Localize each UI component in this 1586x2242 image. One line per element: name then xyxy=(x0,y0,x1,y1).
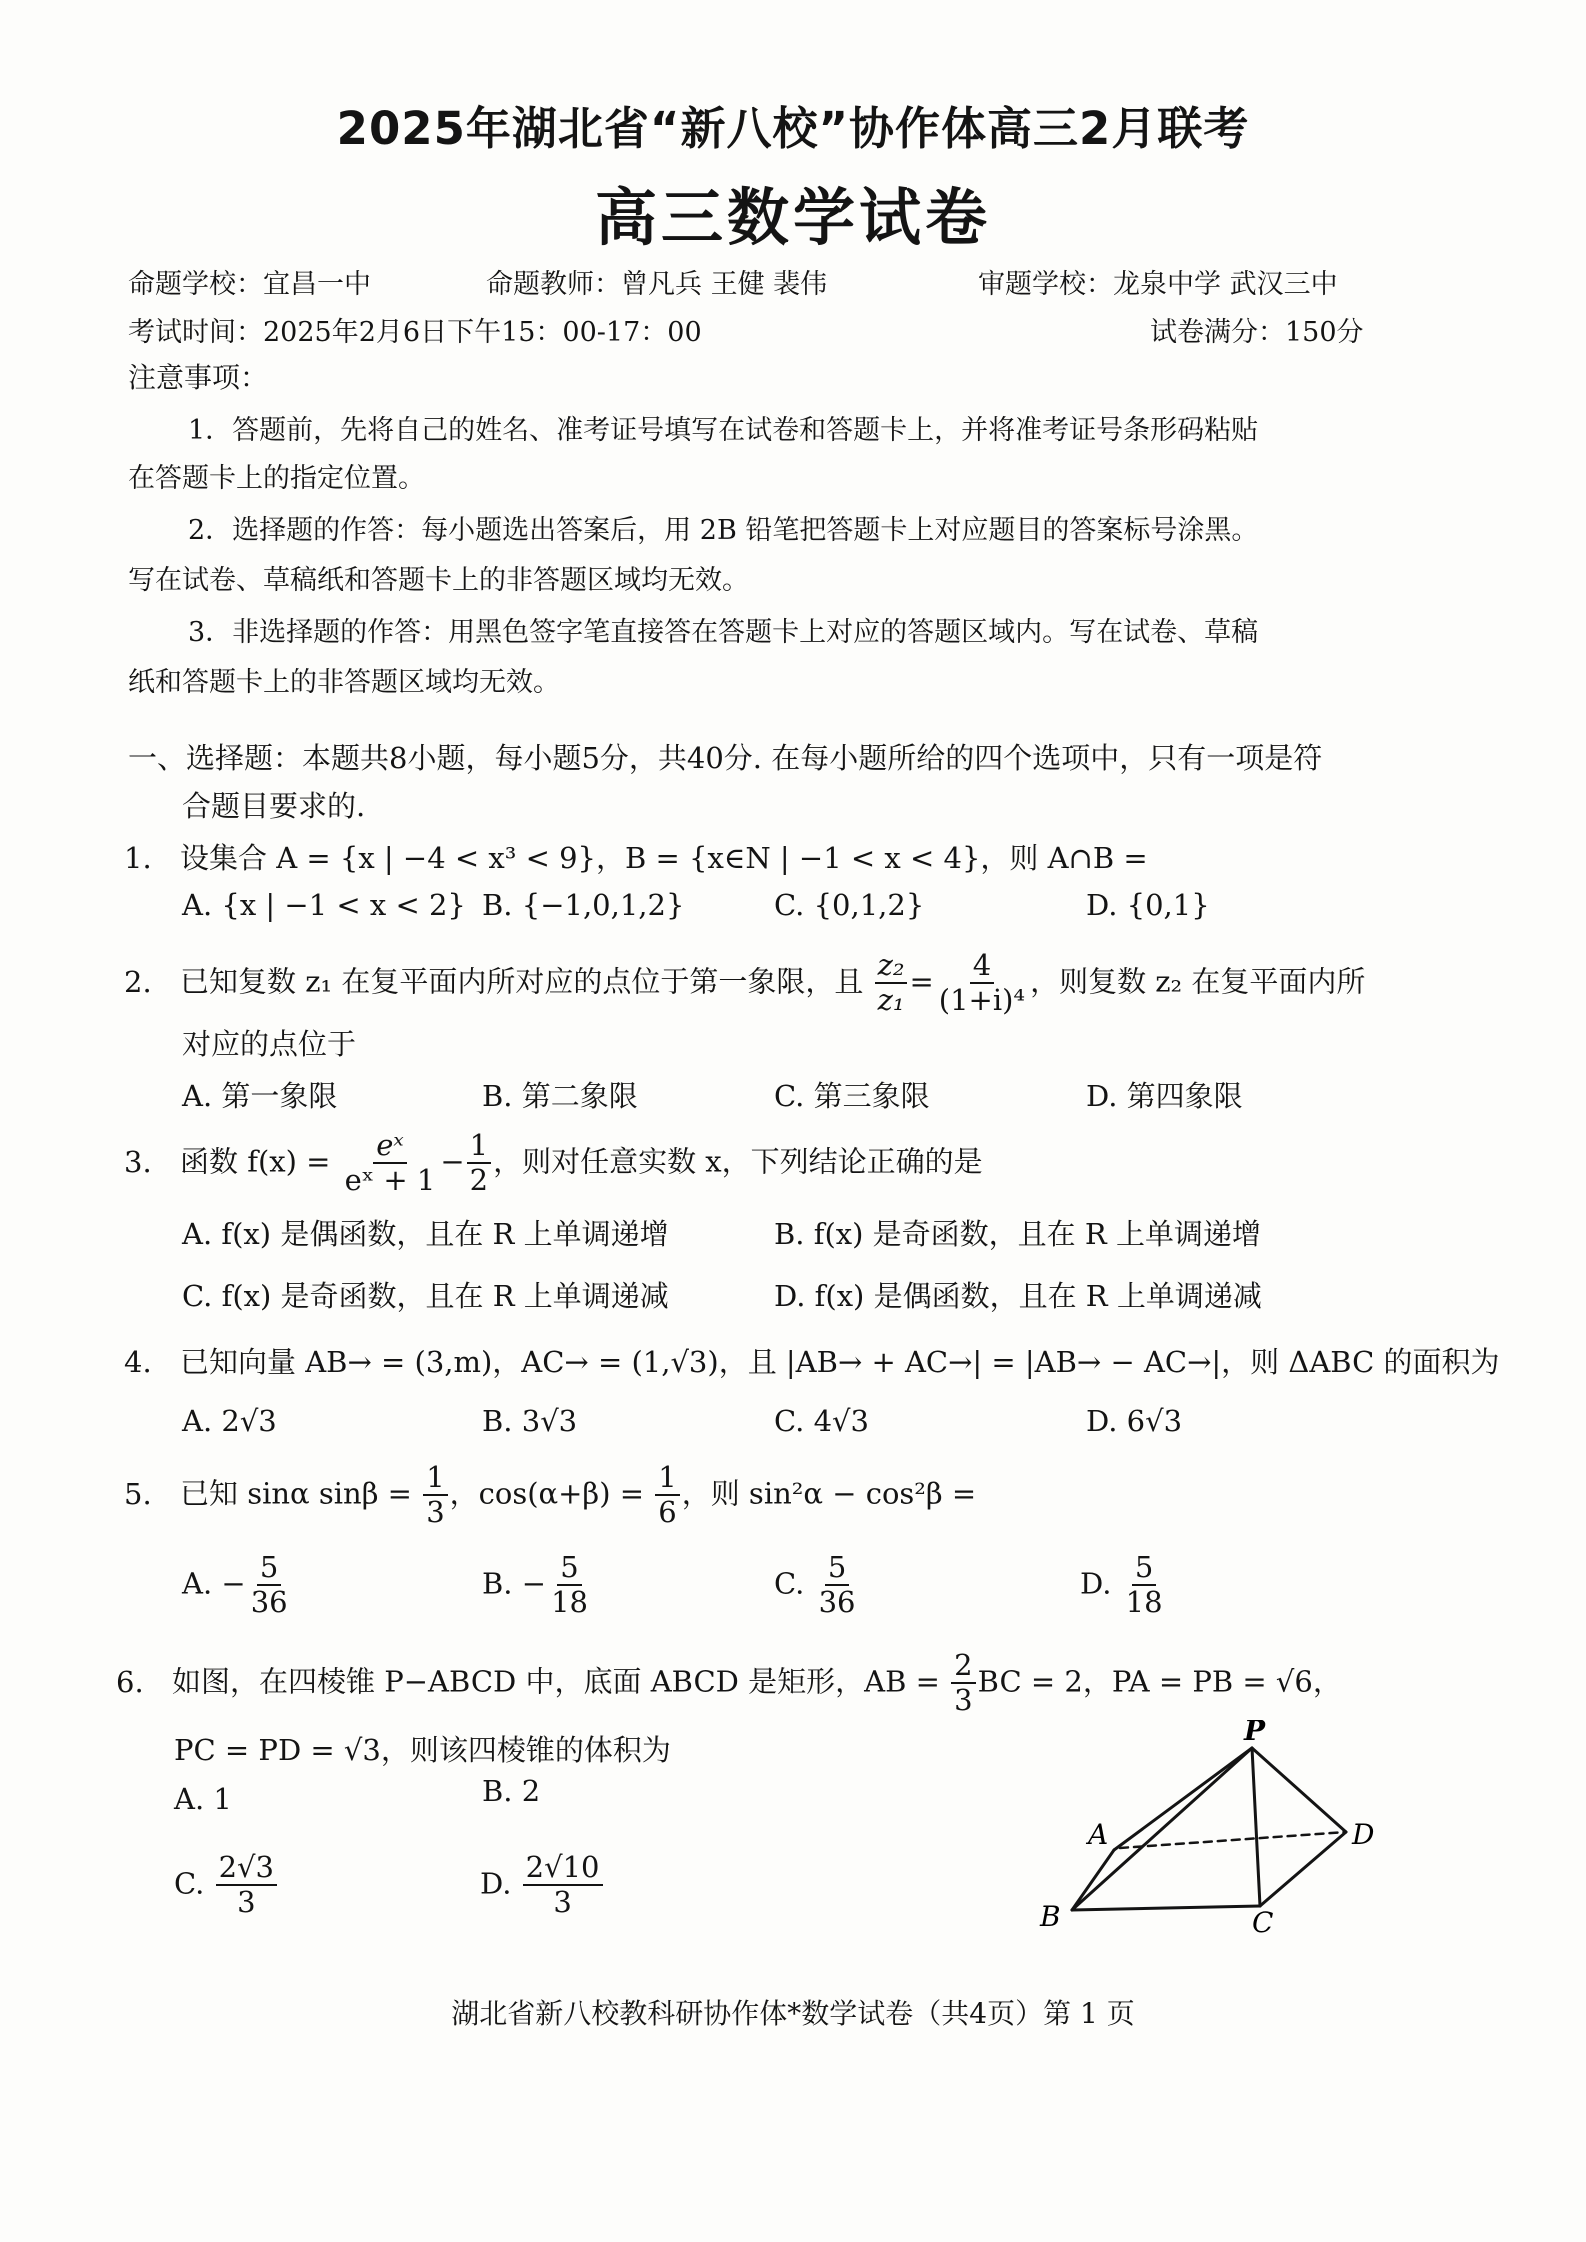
q1-option-d: D. {0,1} xyxy=(1086,888,1210,922)
paper-title: 高三数学试卷 xyxy=(594,181,991,254)
q2-option-c: C. 第三象限 xyxy=(774,1079,930,1113)
q6-option-d: D. $\frac{2√10}{3}$ xyxy=(480,1852,605,1919)
fraction-z2-over-z1: $\frac{\text{z₂}}{\text{z₁}}$ xyxy=(875,950,908,1017)
question-6 xyxy=(116,1650,1342,1717)
q6-option-a: A. 1 xyxy=(174,1782,232,1816)
question-6-line-2: PC = PD = √3，则该四棱锥的体积为 xyxy=(174,1733,671,1767)
review-school: 审题学校：龙泉中学 武汉三中 xyxy=(978,269,1338,300)
q6-option-c: C. $\frac{2√3}{3}$ xyxy=(174,1852,279,1919)
label-p: P xyxy=(1244,1720,1266,1747)
question-stem: 已知向量 AB→ = (3,m)，AC→ = (1,√3)，且 |AB→ + AC→| = |AB→ − AC→|，则 ΔABC 的面积为 xyxy=(180,1345,1500,1379)
label-a: A xyxy=(1088,1818,1109,1851)
fraction-ex-over-ex-plus-1: $\frac{\text{eˣ}}{\text{eˣ + 1}}$ xyxy=(344,1128,436,1197)
q1-option-c: C. {0,1,2} xyxy=(774,888,925,922)
question-number: 2. xyxy=(124,964,152,999)
q6-option-b: B. 2 xyxy=(482,1774,541,1808)
question-number: 6. xyxy=(116,1664,144,1699)
q2-option-a: A. 第一象限 xyxy=(182,1079,338,1113)
question-4 xyxy=(124,1340,1500,1381)
section-1-line-2: 合题目要求的. xyxy=(182,789,366,823)
q5-option-c: C. $\frac{5}{36}$ xyxy=(774,1550,856,1619)
label-b: B xyxy=(1040,1900,1061,1933)
question-stem-pre: 如图，在四棱锥 P−ABCD 中，底面 ABCD 是矩形，AB = xyxy=(172,1664,940,1699)
question-2-line-2: 对应的点位于 xyxy=(182,1027,357,1061)
q2-option-b: B. 第二象限 xyxy=(482,1079,638,1113)
question-stem: 设集合 A = {x | −4 < x³ < 9}，B = {x∈N | −1 < x < 4}，则 A∩B = xyxy=(180,841,1148,875)
note-1-line-1: 1．答题前，先将自己的姓名、准考证号填写在试卷和答题卡上，并将准考证号条形码粘贴 xyxy=(188,415,1259,446)
fraction-2-over-3: $\frac{2}{3}$ xyxy=(951,1650,975,1717)
q4-option-c: C. 4√3 xyxy=(774,1404,869,1438)
question-3: 3. 函数 f(x) = $\frac{\text{eˣ}}{\text{eˣ + 1}}$ − $\frac{1}{2}$ ，则对任意实数 x，下列结论正确的是 xyxy=(124,1128,983,1197)
note-2-line-1: 2．选择题的作答：每小题选出答案后，用 2B 铅笔把答题卡上对应题目的答案标号涂黑。 xyxy=(188,515,1259,546)
q5-option-b: B. − $\frac{5}{18}$ xyxy=(482,1550,588,1619)
question-stem-pre: 函数 f(x) = xyxy=(180,1144,331,1179)
edge-pa xyxy=(1114,1748,1252,1850)
question-5: 5. 已知 sinα sinβ = $\frac{1}{3}$ ，cos(α+β) = $\frac{1}{6}$ ，则 sin²α − cos²β = xyxy=(124,1460,977,1529)
question-stem-pre: 已知复数 z₁ 在复平面内所对应的点位于第一象限，且 xyxy=(180,964,864,999)
q4-option-b: B. 3√3 xyxy=(482,1404,578,1438)
edge-pc xyxy=(1252,1748,1260,1906)
question-1 xyxy=(124,836,1148,877)
question-stem-post: ，则对任意实数 x，下列结论正确的是 xyxy=(493,1144,983,1179)
setter-teachers: 命题教师：曾凡兵 王健 裴伟 xyxy=(486,269,828,300)
q1-option-b: B. {−1,0,1,2} xyxy=(482,888,685,922)
question-2: 2. 已知复数 z₁ 在复平面内所对应的点位于第一象限，且 $\frac{\text{z₂}}{\text{z₁}}$ = $\frac{4}{\text{(1+i)⁴}}$ ，则复数 z₂ 在复平面内所 xyxy=(124,948,1366,1017)
fraction-1-over-2: $\frac{1}{2}$ xyxy=(467,1130,491,1197)
q3-option-a: A. f(x) 是偶函数，且在 R 上单调递增 xyxy=(182,1217,669,1251)
q4-option-a: A. 2√3 xyxy=(182,1404,277,1438)
note-1-line-2: 在答题卡上的指定位置。 xyxy=(128,463,425,494)
edge-bc xyxy=(1072,1906,1260,1910)
fraction-1-over-6: $\frac{1}{6}$ xyxy=(655,1462,679,1529)
question-stem-post: BC = 2，PA = PB = √6， xyxy=(977,1664,1342,1699)
exam-title: 2025年湖北省“新八校”协作体高三2月联考 xyxy=(336,102,1250,155)
notes-heading: 注意事项： xyxy=(128,361,269,394)
section-1-line-1: 一、选择题：本题共8小题，每小题5分，共40分. 在每小题所给的四个选项中，只有一项是符 xyxy=(128,741,1323,775)
q5-option-a: A. − $\frac{5}{36}$ xyxy=(182,1550,288,1619)
setter-school: 命题学校：宜昌一中 xyxy=(128,269,371,300)
question-stem-pre: 已知 sinα sinβ = xyxy=(180,1476,412,1511)
q3-option-c: C. f(x) 是奇函数，且在 R 上单调递减 xyxy=(182,1279,669,1313)
edge-pd xyxy=(1252,1748,1346,1832)
question-stem-post: ，则 sin²α − cos²β = xyxy=(681,1476,977,1511)
exam-time: 考试时间：2025年2月6日下午15：00-17：00 xyxy=(128,317,702,348)
page-footer: 湖北省新八校教科研协作体*数学试卷（共4页）第 1 页 xyxy=(451,1997,1135,2030)
question-number: 3. xyxy=(124,1144,152,1179)
note-2-line-2: 写在试卷、草稿纸和答题卡上的非答题区域均无效。 xyxy=(128,565,749,596)
q2-option-d: D. 第四象限 xyxy=(1086,1079,1243,1113)
q1-option-a: A. {x | −1 < x < 2} xyxy=(182,888,466,922)
full-score: 试卷满分：150分 xyxy=(1150,317,1364,348)
edge-cd xyxy=(1260,1832,1346,1906)
question-number: 1. xyxy=(124,841,152,875)
q3-option-b: B. f(x) 是奇函数，且在 R 上单调递增 xyxy=(774,1217,1261,1251)
edge-ab xyxy=(1072,1850,1114,1910)
question-number: 4. xyxy=(124,1345,152,1379)
note-3-line-2: 纸和答题卡上的非答题区域均无效。 xyxy=(128,667,560,698)
question-number: 5. xyxy=(124,1476,152,1511)
question-stem-post: ，则复数 z₂ 在复平面内所 xyxy=(1030,964,1366,999)
label-d: D xyxy=(1352,1818,1375,1851)
q3-option-d: D. f(x) 是偶函数，且在 R 上单调递减 xyxy=(774,1279,1262,1313)
fraction-1-over-3: $\frac{1}{3}$ xyxy=(423,1462,447,1529)
fraction-4-over-1-plus-i: $\frac{4}{\text{(1+i)⁴}}$ xyxy=(938,948,1026,1017)
label-c: C xyxy=(1252,1906,1274,1939)
q5-option-d: D. $\frac{5}{18}$ xyxy=(1080,1550,1163,1619)
note-3-line-1: 3．非选择题的作答：用黑色签字笔直接答在答题卡上对应的答题区域内。写在试卷、草稿 xyxy=(188,617,1259,648)
pyramid-diagram xyxy=(1030,1720,1390,1940)
q4-option-d: D. 6√3 xyxy=(1086,1404,1183,1438)
